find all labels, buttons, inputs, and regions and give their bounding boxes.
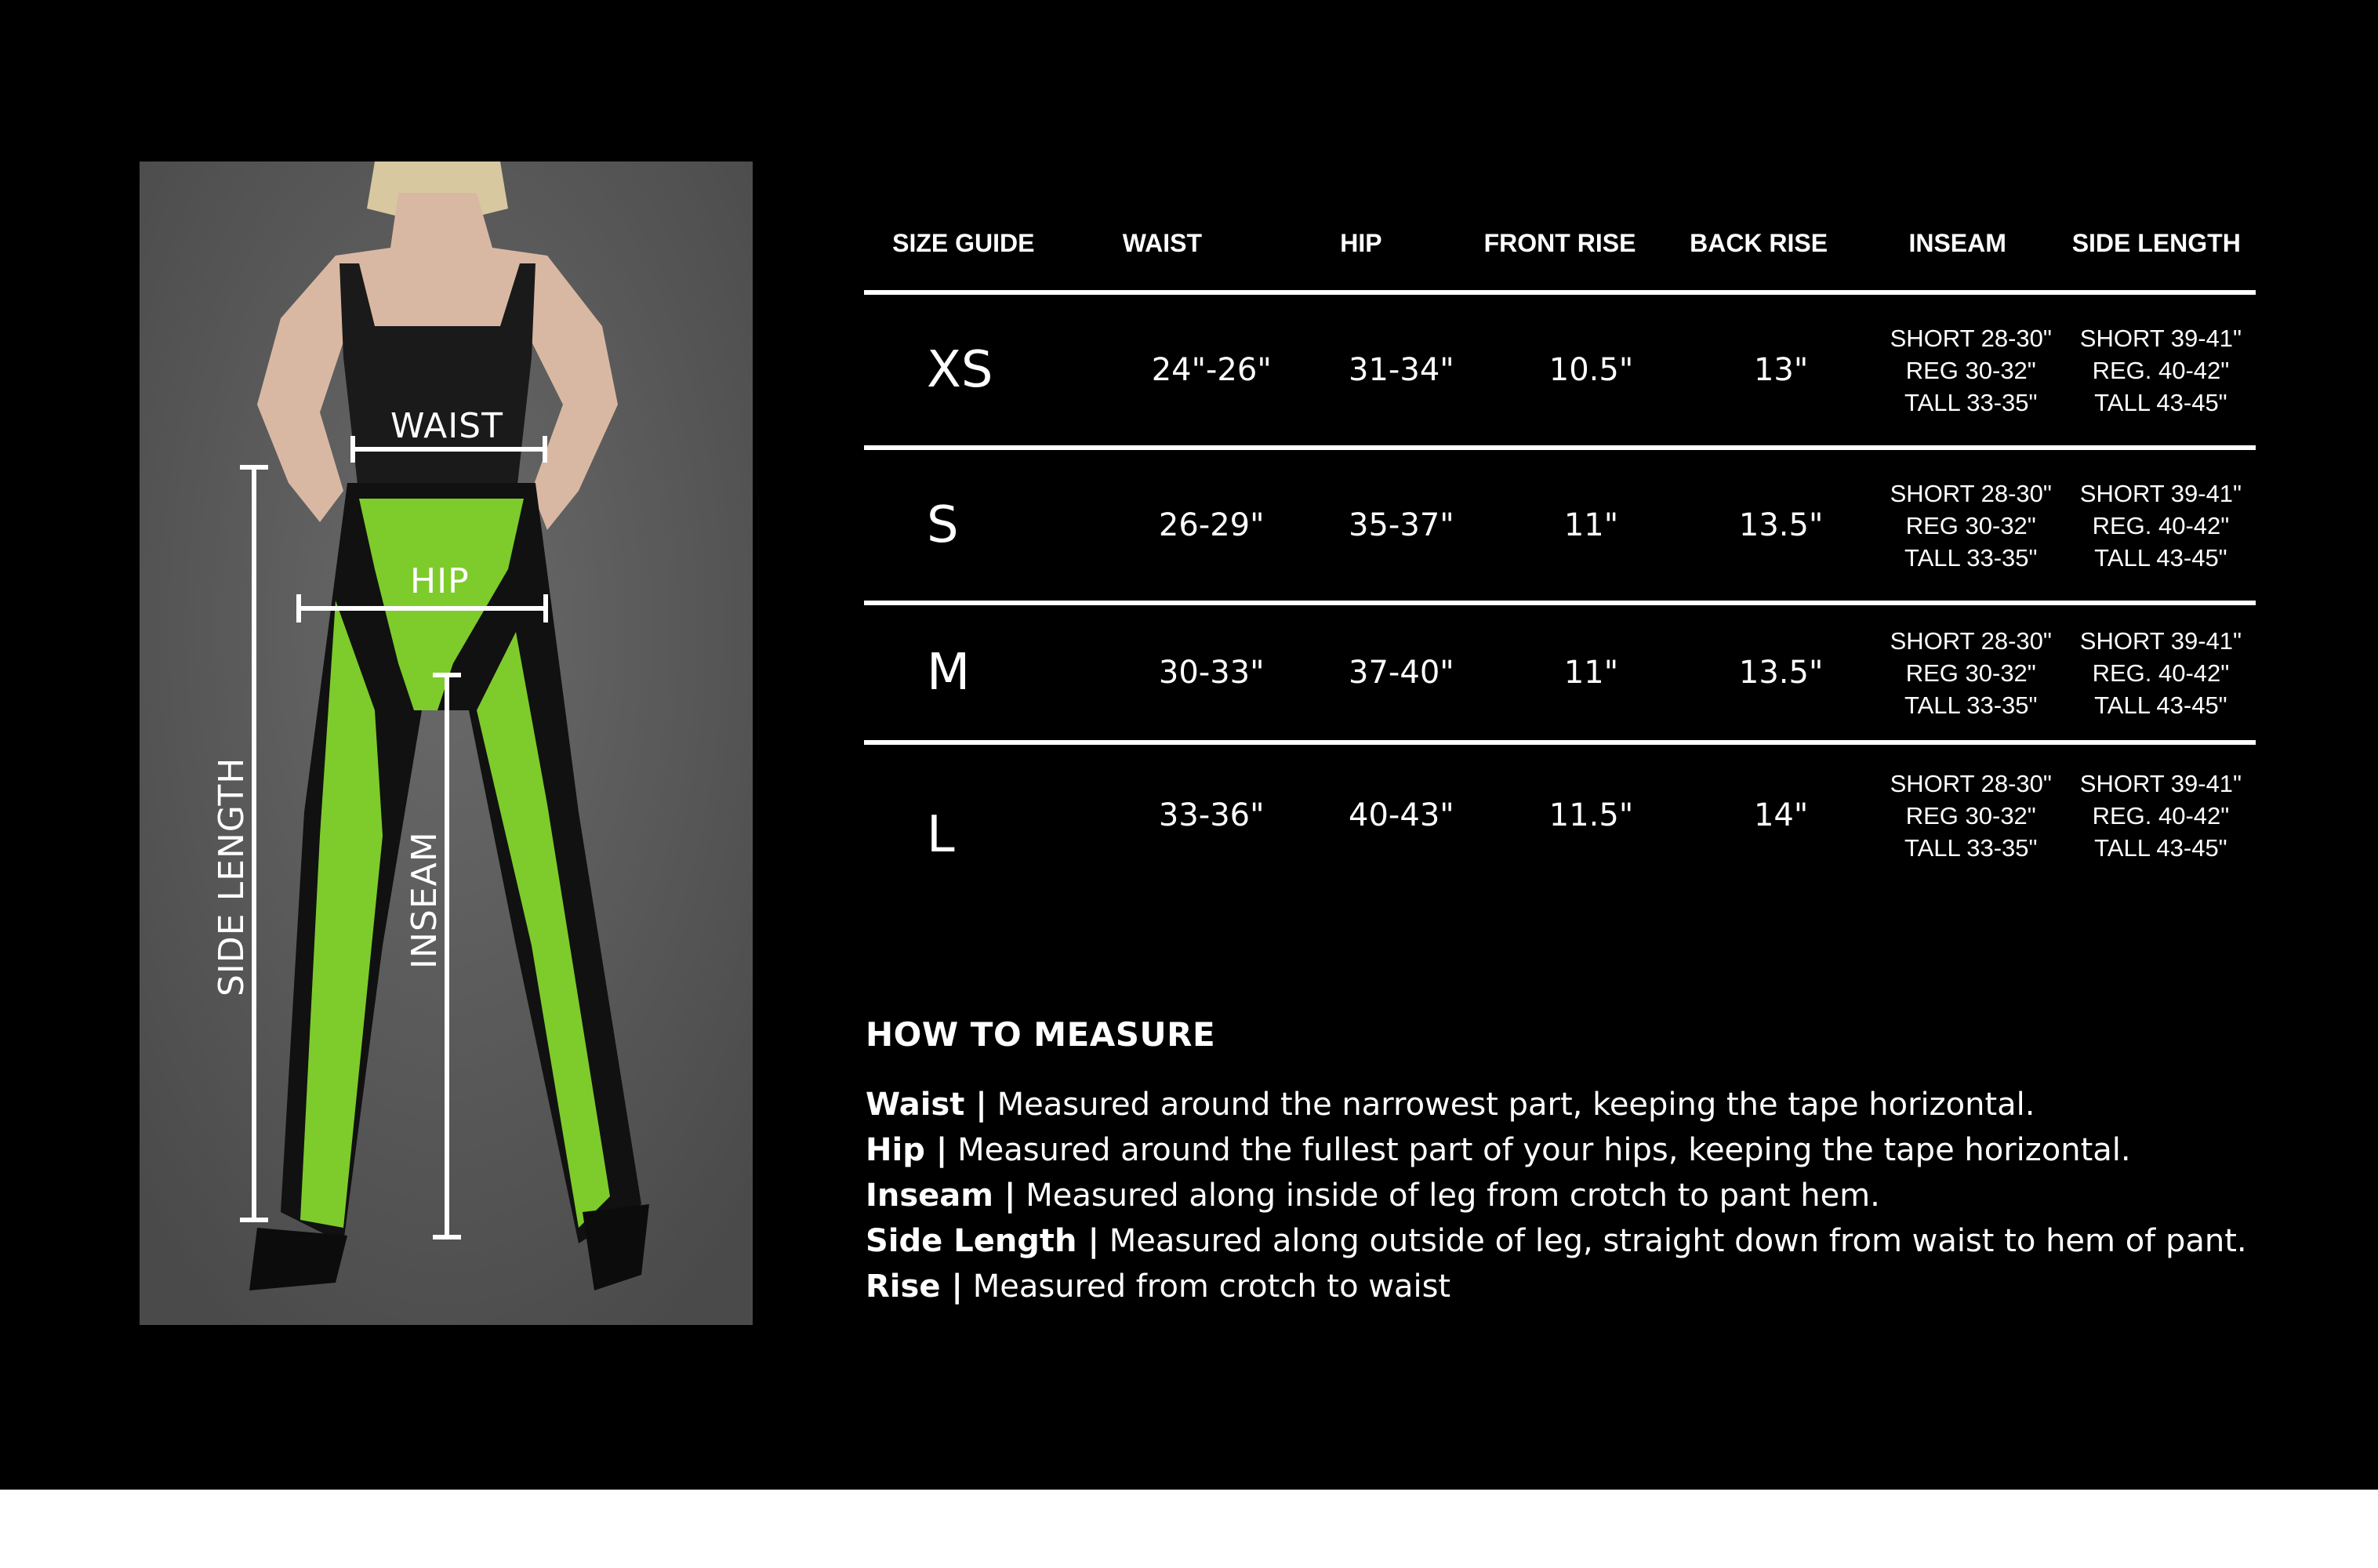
inseam-cell — [1876, 768, 2066, 864]
size-cell: M — [927, 644, 971, 702]
description: Measured around the fullest part of your hips, keeping the tape horizontal. — [947, 1132, 2131, 1168]
hip-cell: 35-37" — [1349, 507, 1454, 543]
inseam-cell — [1876, 477, 2066, 574]
description: Measured around the narrowest part, keeping the tape horizontal. — [986, 1087, 2035, 1123]
term: Side Length | — [866, 1223, 1100, 1259]
back-rise-cell: 14" — [1753, 797, 1809, 833]
header-waist: WAIST — [1122, 228, 1203, 257]
inseam-reg: REG 30-32" — [1905, 356, 2036, 384]
table-row — [864, 605, 2256, 740]
table-row — [864, 745, 2256, 886]
inseam-short: SHORT 28-30" — [1890, 479, 2052, 507]
side-length-cell — [2066, 322, 2256, 419]
waist-label: WAIST — [390, 406, 503, 446]
inseam-short: SHORT 28-30" — [1890, 324, 2052, 352]
front-rise-cell: 11.5" — [1548, 797, 1634, 833]
hip-label: HIP — [410, 561, 470, 601]
inseam-tall: TALL 33-35" — [1904, 691, 2038, 719]
side-length-cell — [2066, 477, 2256, 574]
size-table — [864, 196, 2256, 886]
side-length-tall: TALL 43-45" — [2094, 388, 2227, 416]
front-rise-cell: 11" — [1563, 507, 1619, 543]
measure-instruction-waist — [866, 1082, 2247, 1127]
waist-cell: 24"-26" — [1151, 352, 1272, 388]
side-length-cell — [2066, 625, 2256, 721]
term: Waist | — [866, 1087, 987, 1123]
inseam-label: INSEAM — [405, 831, 445, 969]
side-length-reg: REG. 40-42" — [2092, 801, 2230, 829]
term: Inseam | — [866, 1178, 1016, 1214]
term: Rise | — [866, 1269, 963, 1305]
side-length-reg: REG. 40-42" — [2092, 356, 2230, 384]
inseam-reg: REG 30-32" — [1905, 511, 2036, 539]
table-row — [864, 295, 2256, 445]
inseam-tall: TALL 33-35" — [1904, 833, 2038, 862]
side-length-short: SHORT 39-41" — [2079, 324, 2242, 352]
model-illustration — [140, 162, 753, 1325]
size-cell: L — [927, 806, 955, 864]
inseam-tall: TALL 33-35" — [1904, 543, 2038, 572]
description: Measured from crotch to waist — [962, 1269, 1451, 1305]
header-side-length: SIDE LENGTH — [2071, 228, 2241, 257]
measure-instruction-hip — [866, 1127, 2247, 1173]
table-header — [864, 196, 2256, 290]
description: Measured along inside of leg from crotch to pant hem. — [1015, 1178, 1880, 1214]
header-size-guide: SIZE GUIDE — [892, 228, 1035, 257]
model-photo — [140, 162, 753, 1325]
header-front-rise: FRONT RISE — [1483, 228, 1636, 257]
side-length-reg: REG. 40-42" — [2092, 659, 2230, 687]
inseam-short: SHORT 28-30" — [1890, 769, 2052, 797]
back-rise-cell: 13" — [1753, 352, 1809, 388]
front-rise-cell: 11" — [1563, 655, 1619, 691]
side-length-tall: TALL 43-45" — [2094, 543, 2227, 572]
header-inseam: INSEAM — [1908, 228, 2006, 257]
measure-instruction-inseam — [866, 1173, 2247, 1218]
front-rise-cell: 10.5" — [1548, 352, 1634, 388]
inseam-tall: TALL 33-35" — [1904, 388, 2038, 416]
table-row — [864, 450, 2256, 601]
side-length-tall: TALL 43-45" — [2094, 833, 2227, 862]
inseam-cell — [1876, 322, 2066, 419]
header-hip: HIP — [1340, 228, 1382, 257]
hip-cell: 31-34" — [1349, 352, 1454, 388]
side-length-short: SHORT 39-41" — [2079, 626, 2242, 655]
inseam-reg: REG 30-32" — [1905, 801, 2036, 829]
measure-instruction-rise — [866, 1264, 2247, 1309]
how-to-measure — [866, 1015, 2247, 1309]
how-to-measure-title: HOW TO MEASURE — [866, 1015, 1216, 1054]
side-length-short: SHORT 39-41" — [2079, 769, 2242, 797]
side-length-label: SIDE LENGTH — [212, 757, 252, 996]
side-length-reg: REG. 40-42" — [2092, 511, 2230, 539]
back-rise-cell: 13.5" — [1738, 507, 1824, 543]
header-back-rise: BACK RISE — [1690, 228, 1828, 257]
side-length-tall: TALL 43-45" — [2094, 691, 2227, 719]
hip-cell: 40-43" — [1349, 797, 1454, 833]
inseam-short: SHORT 28-30" — [1890, 626, 2052, 655]
inseam-reg: REG 30-32" — [1905, 659, 2036, 687]
size-cell: S — [927, 496, 959, 554]
measure-instruction-side-length — [866, 1218, 2247, 1264]
description: Measured along outside of leg, straight down from waist to hem of pant. — [1099, 1223, 2247, 1259]
side-length-cell — [2066, 768, 2256, 864]
term: Hip | — [866, 1132, 948, 1168]
hip-cell: 37-40" — [1349, 655, 1454, 691]
back-rise-cell: 13.5" — [1738, 655, 1824, 691]
waist-cell: 33-36" — [1158, 797, 1265, 833]
size-cell: XS — [927, 341, 993, 399]
waist-cell: 30-33" — [1158, 655, 1265, 691]
side-length-short: SHORT 39-41" — [2079, 479, 2242, 507]
waist-cell: 26-29" — [1158, 507, 1265, 543]
inseam-cell — [1876, 625, 2066, 721]
